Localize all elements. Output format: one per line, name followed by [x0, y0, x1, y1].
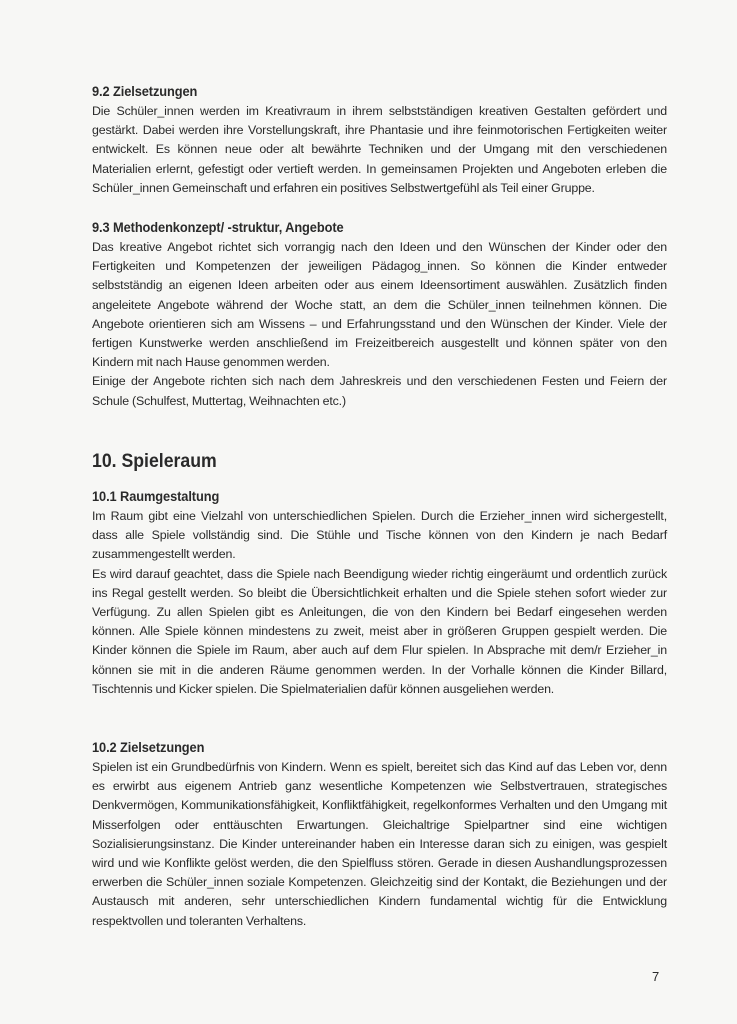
paragraph: Einige der Angebote richten sich nach dem Jahreskreis und den verschiedenen Festen und Feiern der Schule (Schulfest, Muttertag, Weihnachten etc.) — [92, 374, 667, 408]
paragraph: Im Raum gibt eine Vielzahl von unterschiedlichen Spielen. Durch die Erzieher_innen wird sichergestellt, dass alle Spiele vollständig sind. Die Stühle und Tische können von den Kindern je nach Bedarf zusammengestellt werden. — [92, 509, 667, 562]
page-number: 7 — [652, 969, 660, 984]
section-heading: 9.3 Methodenkonzept/ -struktur, Angebote — [92, 220, 344, 235]
section-10-2 — [92, 738, 667, 931]
section-9-3 — [92, 218, 667, 411]
chapter-10 — [92, 450, 667, 474]
section-heading: 9.2 Zielsetzungen — [92, 84, 198, 99]
section-heading: 10.1 Raumgestaltung — [92, 489, 220, 504]
paragraph: Die Schüler_innen werden im Kreativraum in ihrem selbstständigen kreativen Gestalten gefördert und gestärkt. Dabei werden ihre Vorstellungskraft, ihre Phantasie und ihre feinmotorischen Fertigkeiten weiter entwickelt. Es können neue oder alt bewährte Techniken und der Umgang mit den verschiedenen Materialien erlernt, gefestigt oder vertieft werden. In gemeinsamen Projekten und Angeboten erleben die Schüler_innen Gemeinschaft und erfahren ein positives Selbstwertgefühl als Teil einer Gruppe. — [92, 104, 667, 195]
paragraph: Spielen ist ein Grundbedürfnis von Kindern. Wenn es spielt, bereitet sich das Kind auf das Leben vor, denn es erwirbt aus eigenem Antrieb ganz wesentliche Kompetenzen wie Selbstvertrauen, strategisches Denkvermögen, Kommunikationsfähigkeit, Konfliktfähigkeit, regelkonformes Verhalten und den Umgang mit Misserfolgen oder enttäuschten Erwartungen. Gleichaltrige Spielpartner sind eine wichtigen Sozialisierungsinstanz. Die Kinder untereinander haben ein Interesse daran sich zu einigen, was gespielt wird und wie Konflikte gelöst werden, die den Spielfluss stören. Gerade in diesen Aushandlungsprozessen erwerben die Schüler_innen soziale Kompetenzen. Gleichzeitig sind der Kontakt, die Beziehungen und der Austausch mit anderen, sehr unterschiedlichen Kindern fundamental wichtig für die Entwicklung respektvollen und toleranten Verhaltens. — [92, 760, 667, 928]
section-9-2 — [92, 82, 667, 198]
paragraph: Es wird darauf geachtet, dass die Spiele nach Beendigung wieder richtig eingeräumt und ordentlich zurück ins Regal gestellt werden. So bleibt die Übersichtlichkeit erhalten und die Spiele stehen sofort wieder zur Verfügung. Zu allen Spielen gibt es Anleitungen, die von den Kindern bei Bedarf eingesehen werden können. Alle Spiele können mindestens zu zweit, meist aber in größeren Gruppen gespielt werden. Die Kinder können die Spiele im Raum, aber auch auf dem Flur spielen. In Absprache mit dem/r Erzieher_in können sie mit in die anderen Räume genommen werden. In der Vorhalle können die Kinder Billard, Tischtennis und Kicker spielen. Die Spielmaterialien dafür können ausgeliehen werden. — [92, 566, 667, 696]
paragraph: Das kreative Angebot richtet sich vorrangig nach den Ideen und den Wünschen der Kinder oder den Fertigkeiten und Kompetenzen der jeweiligen Pädagog_innen. So können die Kinder entweder selbstständig an eigenen Ideen arbeiten oder aus einem Ideensortiment auswählen. Zusätzlich finden angeleitete Angebote während der Woche statt, an dem die Schüler_innen teilnehmen können. Die Angebote orientieren sich am Wissens – und Erfahrungsstand und den Wünschen der Kinder. Viele der fertigen Kunstwerke werden anschließend im Freizeitbereich ausgestellt und können später von den Kindern mit nach Hause genommen werden. — [92, 240, 667, 370]
section-10-1 — [92, 487, 667, 699]
chapter-heading: 10. Spieleraum — [92, 451, 217, 472]
section-heading: 10.2 Zielsetzungen — [92, 740, 205, 755]
